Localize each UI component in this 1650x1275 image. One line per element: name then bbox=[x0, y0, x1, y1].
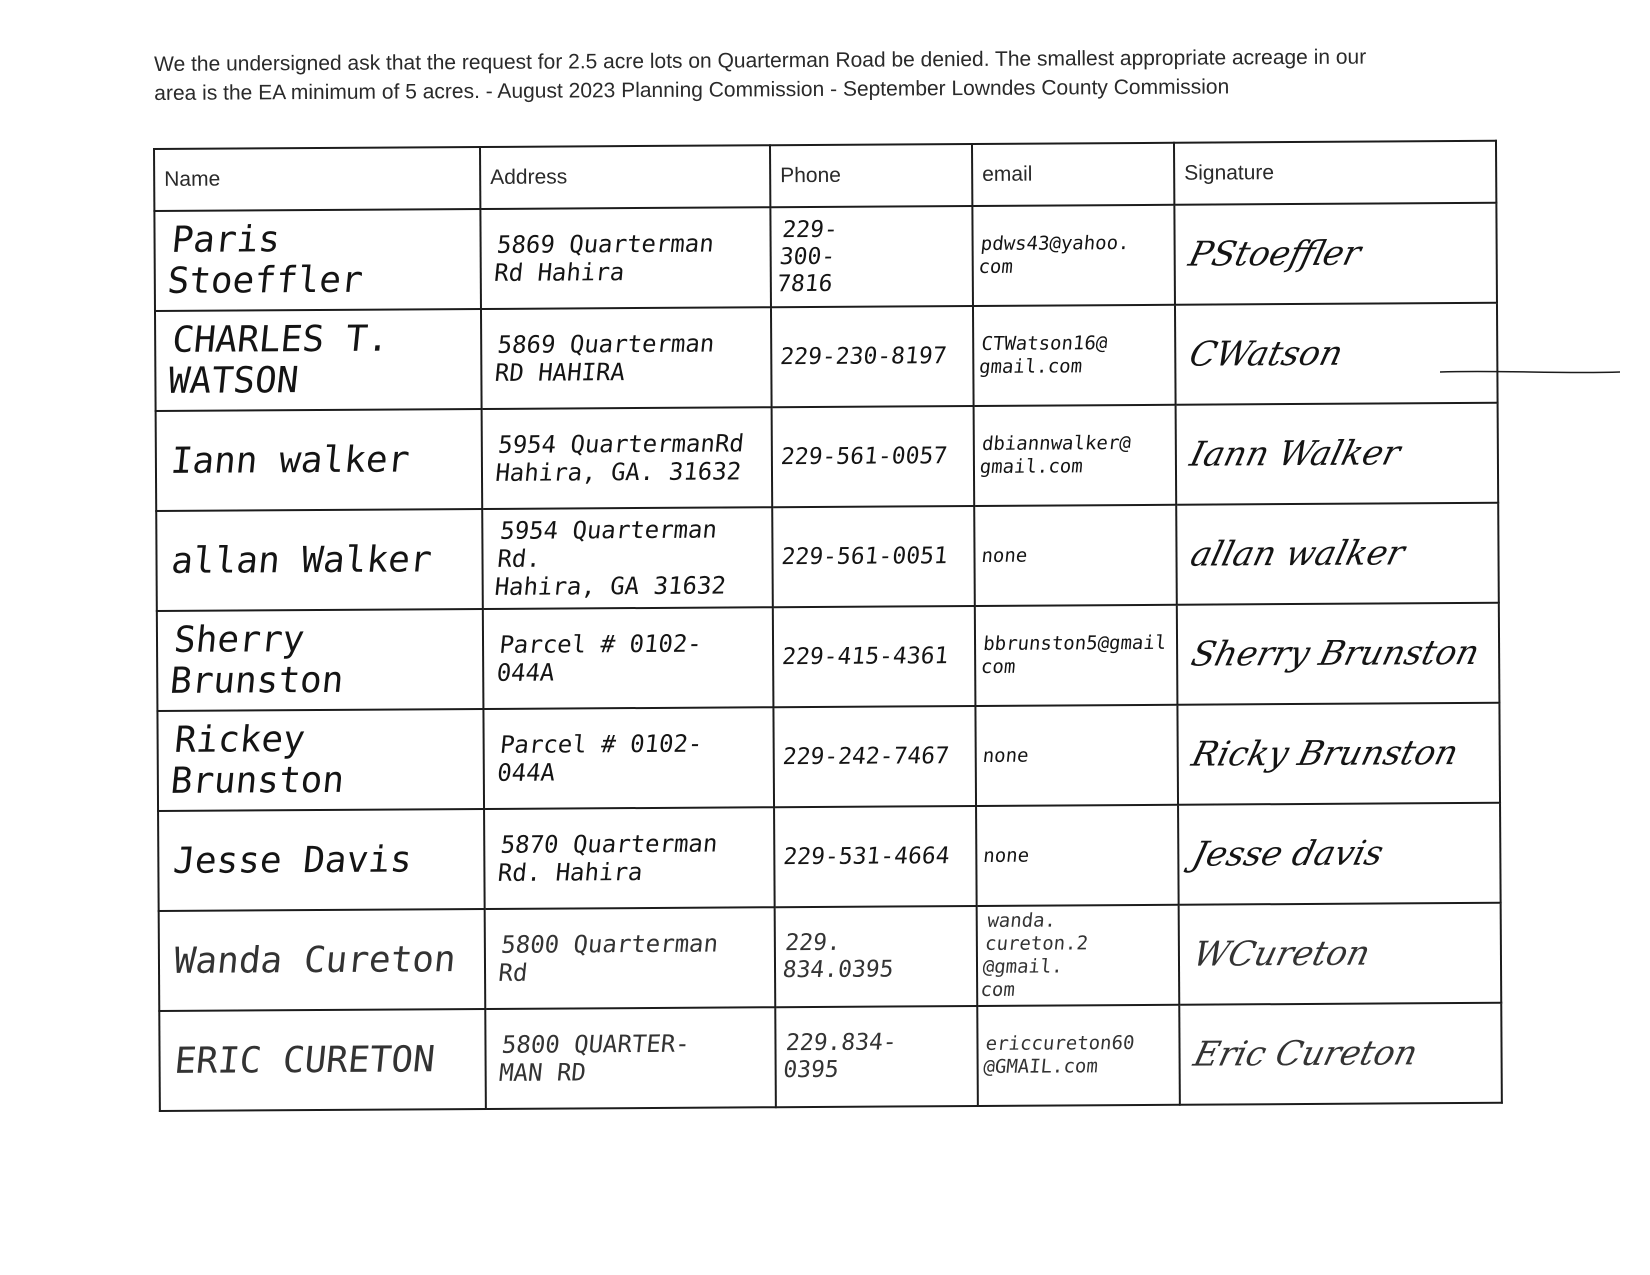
signer-address: 5869 Quarterman Rd Hahira bbox=[492, 229, 716, 287]
name-cell bbox=[154, 209, 481, 311]
statement-line-2: area is the EA minimum of 5 acres. - August 2023 Planning Commission - September Lowndes County Commission bbox=[154, 75, 1230, 105]
signer-address: 5869 Quarterman RD HAHIRA bbox=[493, 329, 716, 387]
signature-sheet bbox=[153, 140, 1503, 1112]
signer-signature: WCureton bbox=[1189, 933, 1375, 975]
signer-signature: Jesse davis bbox=[1188, 833, 1388, 875]
table-row bbox=[158, 803, 1501, 911]
signer-address: 5870 Quarterman Rd. Hahira bbox=[496, 829, 719, 887]
email-cell bbox=[974, 405, 1177, 506]
signer-address: 5954 Quarterman Rd. Hahira, GA 31632 bbox=[493, 515, 728, 601]
signature-cell bbox=[1179, 1003, 1502, 1105]
signer-email: bbrunston5@gmail com bbox=[979, 631, 1168, 678]
signer-phone: 229-531-4664 bbox=[782, 842, 951, 870]
email-cell bbox=[973, 305, 1176, 406]
phone-cell bbox=[772, 406, 975, 507]
signer-signature: Eric Cureton bbox=[1189, 1033, 1422, 1075]
signer-signature: Sherry Brunston bbox=[1187, 632, 1484, 675]
signer-name: CHARLES T. WATSON bbox=[166, 318, 392, 402]
email-cell bbox=[975, 605, 1178, 706]
signer-signature: Ricky Brunston bbox=[1187, 733, 1463, 775]
signer-email: none bbox=[980, 544, 1029, 567]
signer-name: ERIC CURETON bbox=[172, 1038, 437, 1082]
address-cell bbox=[483, 607, 774, 709]
signer-name: Jesse Davis bbox=[171, 838, 414, 882]
header-email: email bbox=[972, 143, 1174, 206]
signature-cell bbox=[1179, 903, 1502, 1005]
name-cell bbox=[155, 309, 482, 411]
address-cell bbox=[485, 1007, 776, 1109]
name-cell bbox=[156, 509, 483, 611]
signature-cell bbox=[1177, 703, 1500, 805]
table-row bbox=[155, 303, 1498, 411]
email-cell bbox=[974, 505, 1177, 606]
table-row bbox=[159, 1003, 1502, 1111]
name-cell bbox=[159, 1009, 486, 1111]
signature-table bbox=[153, 140, 1503, 1112]
table-row bbox=[157, 703, 1500, 811]
header-signature: Signature bbox=[1174, 141, 1496, 205]
header-row bbox=[154, 141, 1496, 211]
header-address: Address bbox=[480, 145, 770, 209]
statement-line-1: We the undersigned ask that the request for 2.5 acre lots on Quarterman Road be denied. The smallest appropriate acreage in our bbox=[154, 45, 1367, 76]
email-cell bbox=[975, 705, 1178, 806]
signer-name: Iann walker bbox=[168, 438, 412, 482]
table-row bbox=[156, 403, 1499, 511]
signer-address: 5800 QUARTER- MAN RD bbox=[497, 1029, 692, 1087]
table-row bbox=[157, 603, 1500, 711]
signer-name: Wanda Cureton bbox=[171, 938, 458, 982]
signer-phone: 229-415-4361 bbox=[780, 642, 950, 670]
address-cell bbox=[482, 507, 773, 609]
name-cell bbox=[158, 809, 485, 911]
signature-cell bbox=[1175, 303, 1498, 405]
email-cell bbox=[977, 1005, 1180, 1106]
name-cell bbox=[156, 409, 483, 511]
signer-email: wanda. cureton.2 @gmail. com bbox=[979, 909, 1090, 1001]
signer-name: allan Walker bbox=[169, 538, 434, 582]
signer-email: pdws43@yahoo. com bbox=[977, 232, 1131, 278]
signer-email: none bbox=[981, 744, 1030, 767]
table-row bbox=[159, 903, 1502, 1011]
table-row bbox=[154, 203, 1497, 311]
phone-cell bbox=[772, 506, 975, 607]
phone-cell bbox=[775, 906, 978, 1007]
table-row bbox=[156, 503, 1499, 611]
signer-address: Parcel # 0102- 044A bbox=[495, 629, 704, 687]
address-cell bbox=[485, 907, 776, 1009]
signer-signature: CWatson bbox=[1185, 333, 1347, 375]
phone-cell bbox=[775, 1006, 978, 1107]
name-cell bbox=[159, 909, 486, 1011]
signer-phone: 229.834- 0395 bbox=[781, 1029, 899, 1084]
petition-statement bbox=[154, 42, 1494, 108]
email-cell bbox=[972, 205, 1175, 306]
signature-cell bbox=[1178, 803, 1501, 905]
address-cell bbox=[483, 707, 774, 809]
phone-cell bbox=[771, 306, 974, 407]
signature-cell bbox=[1176, 403, 1499, 505]
name-cell bbox=[157, 609, 484, 711]
signature-cell bbox=[1174, 203, 1497, 305]
signer-phone: 229. 834.0395 bbox=[781, 929, 895, 984]
address-cell bbox=[484, 807, 775, 909]
phone-cell bbox=[770, 206, 973, 307]
signer-email: CTWatson16@ gmail.com bbox=[978, 332, 1109, 378]
name-cell bbox=[157, 709, 484, 811]
signer-signature: PStoeffler bbox=[1184, 233, 1365, 275]
email-cell bbox=[977, 905, 1180, 1006]
signer-phone: 229-242-7467 bbox=[781, 742, 951, 770]
signer-phone: 229- 300- 7816 bbox=[775, 216, 840, 297]
address-cell bbox=[481, 307, 772, 409]
signature-cell bbox=[1176, 503, 1499, 605]
address-cell bbox=[480, 207, 771, 309]
address-cell bbox=[482, 407, 773, 509]
phone-cell bbox=[773, 706, 976, 807]
signature-cell bbox=[1177, 603, 1500, 705]
signer-signature: Iann Walker bbox=[1186, 433, 1405, 475]
header-name: Name bbox=[154, 147, 480, 211]
email-cell bbox=[976, 805, 1179, 906]
signer-email: dbiannwalker@ gmail.com bbox=[978, 432, 1132, 478]
signer-signature: allan walker bbox=[1186, 533, 1409, 575]
signer-name: Paris Stoeffler bbox=[165, 219, 365, 302]
phone-cell bbox=[774, 806, 977, 907]
signer-name: Rickey Brunston bbox=[168, 719, 347, 802]
signer-phone: 229-561-0051 bbox=[780, 542, 950, 570]
signer-phone: 229-230-8197 bbox=[779, 342, 948, 370]
signer-email: none bbox=[982, 844, 1031, 867]
phone-cell bbox=[773, 606, 976, 707]
header-phone: Phone bbox=[770, 144, 972, 207]
signer-name: Sherry Brunston bbox=[168, 619, 346, 702]
signer-address: 5800 Quarterman Rd bbox=[497, 929, 720, 987]
signer-address: 5954 QuartermanRd Hahira, GA. 31632 bbox=[494, 429, 746, 487]
signer-address: Parcel # 0102- 044A bbox=[495, 729, 704, 787]
signer-email: ericcureton60 @GMAIL.com bbox=[982, 1032, 1136, 1078]
signer-phone: 229-561-0057 bbox=[779, 442, 949, 470]
